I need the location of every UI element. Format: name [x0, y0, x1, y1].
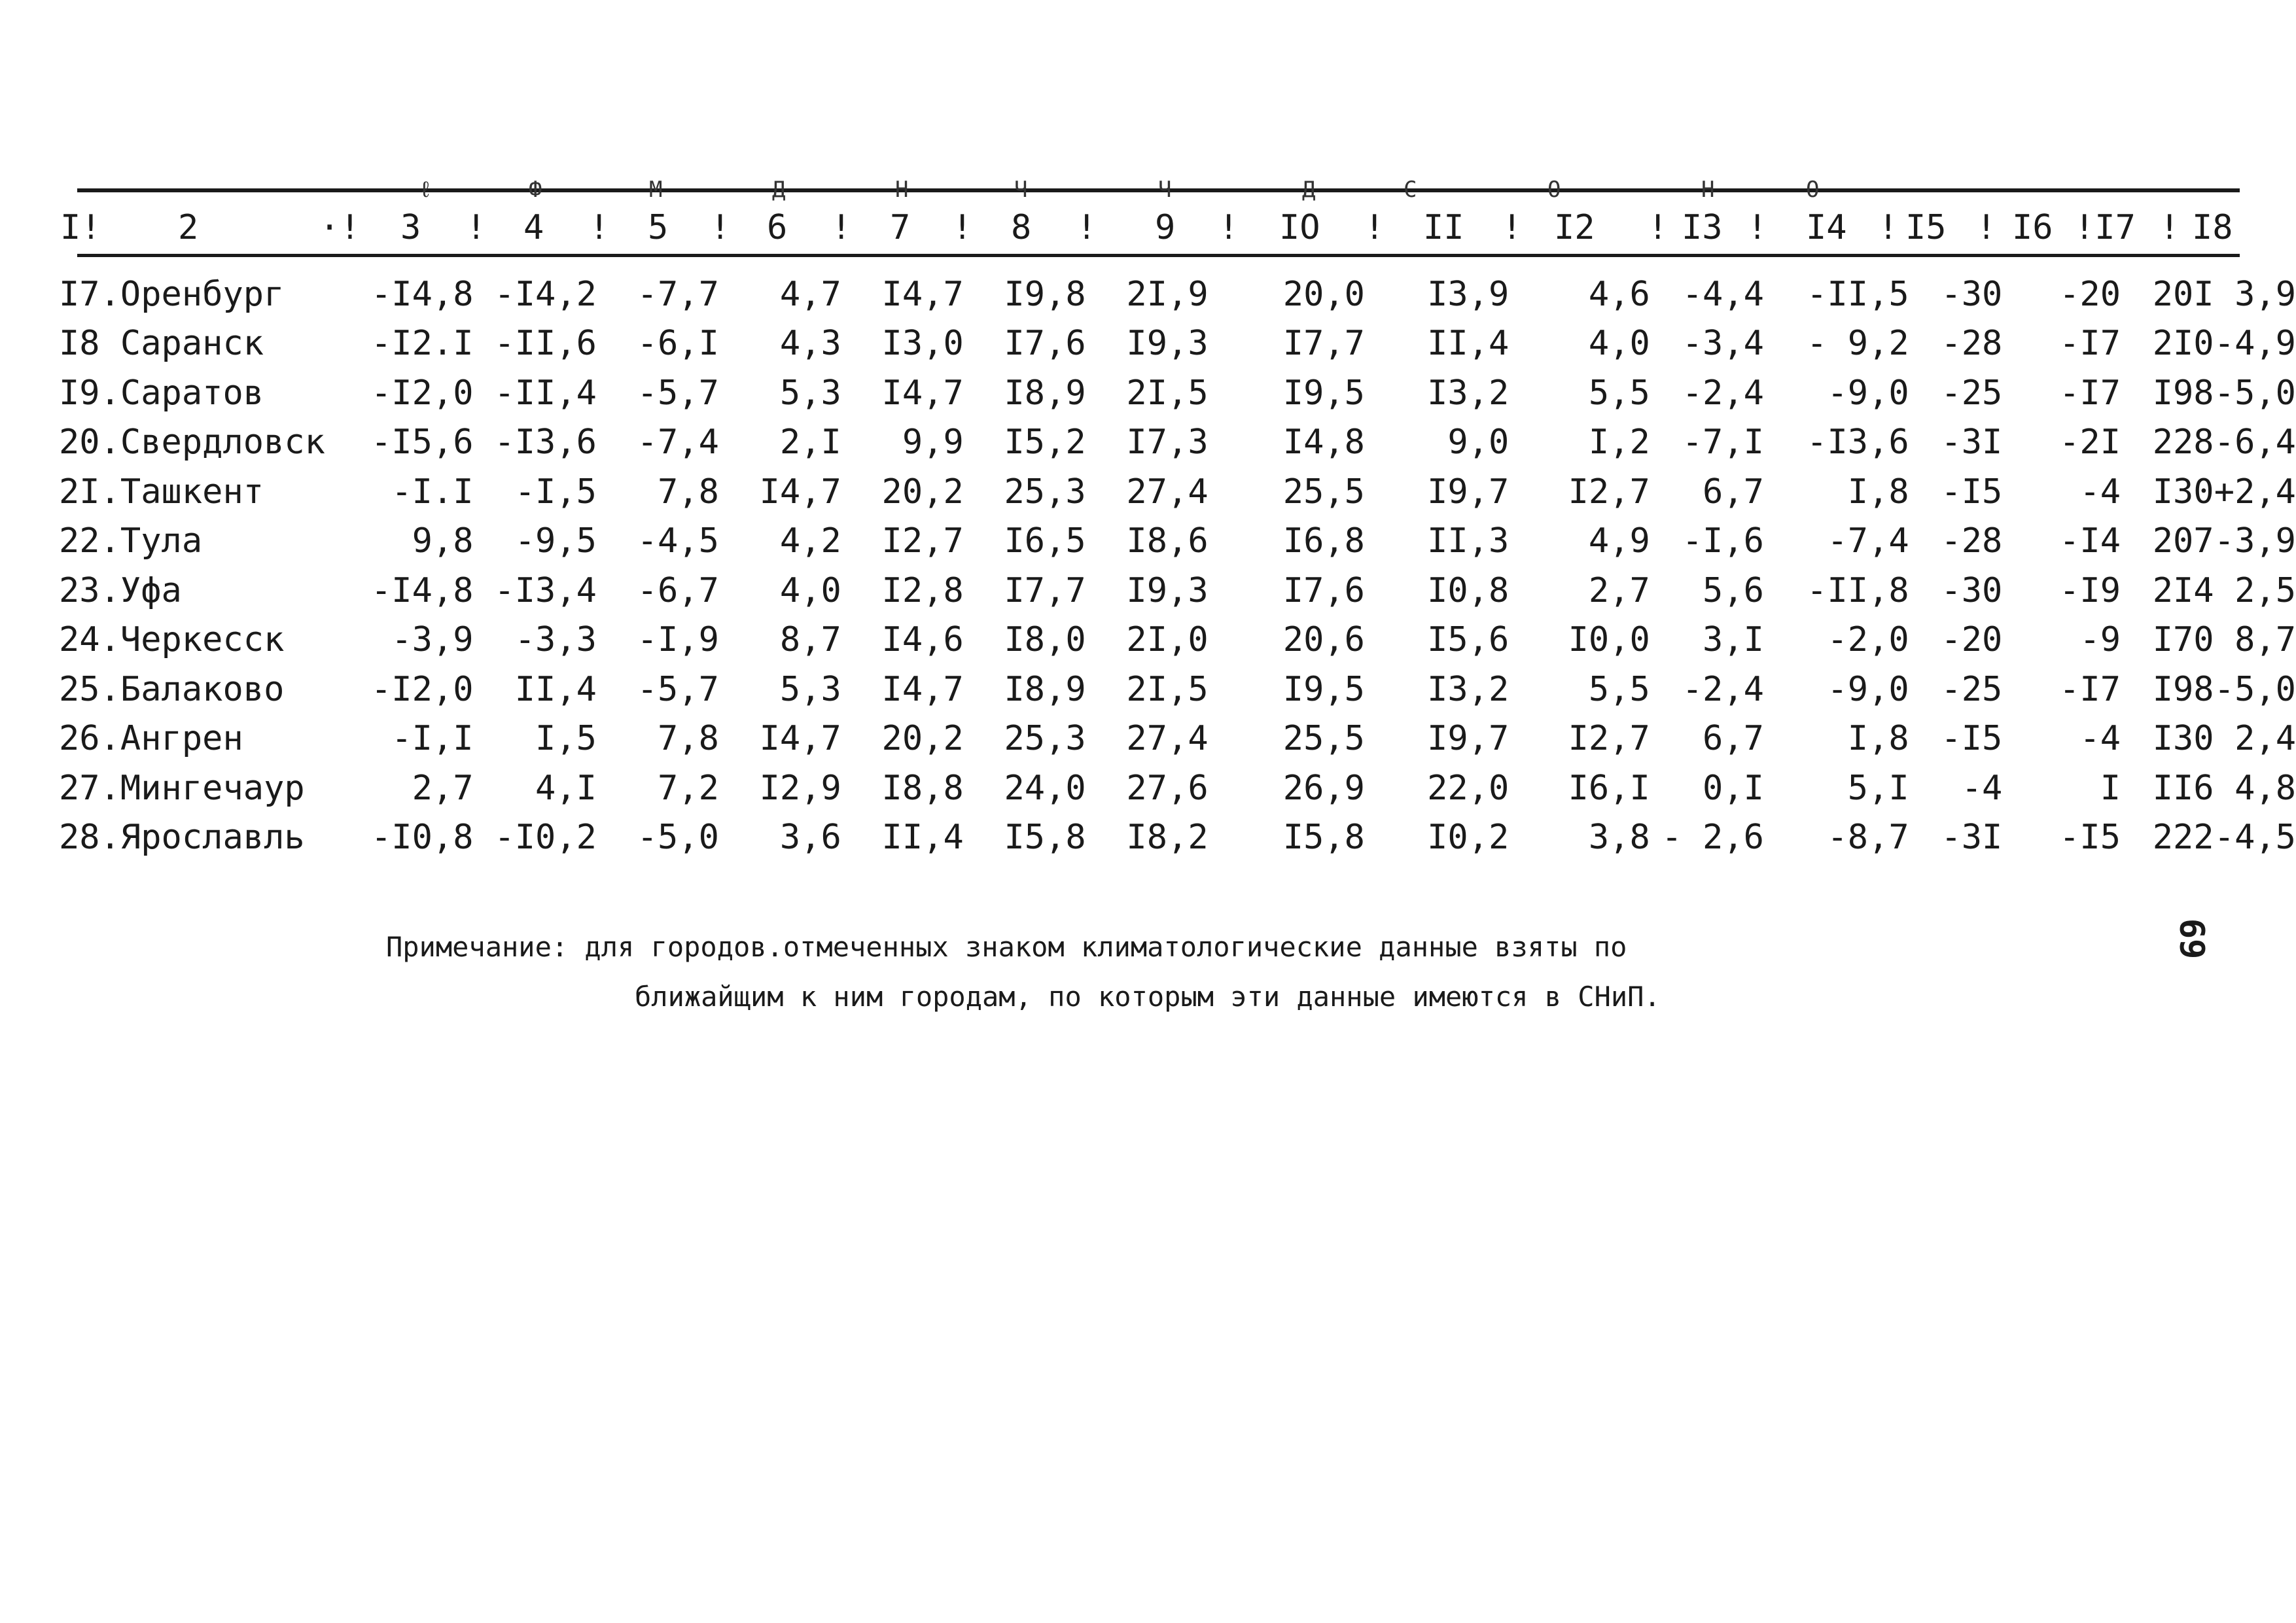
table-cell: -4,4 [1682, 274, 1764, 314]
table-cell: 3,9 [2234, 274, 2296, 314]
city-name-cell: I9.Саратов [59, 373, 264, 413]
table-cell: I4,7 [759, 719, 841, 759]
table-cell: -5,7 [637, 373, 719, 413]
table-cell: -3,9 [2214, 521, 2296, 561]
table-cell: I2,9 [759, 768, 841, 808]
city-name-cell: 2I.Ташкент [59, 472, 264, 512]
table-cell: I5,8 [1282, 818, 1365, 858]
table-row [59, 368, 2296, 418]
header-cell: ·! [319, 208, 361, 247]
table-cell: 2,7 [412, 768, 474, 808]
table-cell: -5,0 [637, 818, 719, 858]
table-cell: 20,2 [881, 472, 964, 512]
table-cell: I8,0 [1004, 620, 1086, 660]
table-cell: 222 [2152, 818, 2214, 858]
table-cell: -I4,8 [370, 274, 474, 314]
table-cell: 7,8 [657, 719, 719, 759]
table-cell: 0,I [1703, 768, 1764, 808]
table-cell: 207 [2152, 521, 2214, 561]
column-letter: ℓ [419, 177, 433, 203]
table-cell: 27,4 [1126, 472, 1209, 512]
table-cell: -9,0 [1827, 373, 1909, 413]
table-cell: I2,8 [881, 570, 964, 610]
table-cell: 2I,5 [1126, 373, 1209, 413]
table-cell: -5,0 [2214, 373, 2296, 413]
table-cell: 2,4 [2234, 719, 2296, 759]
table-cell: 4,0 [779, 570, 841, 610]
table-cell: I [2100, 768, 2121, 808]
table-cell: 4,9 [1588, 521, 1650, 561]
column-letter: Ч [1158, 177, 1172, 203]
table-cell: I70 [2152, 620, 2214, 660]
table-cell: 9,8 [412, 521, 474, 561]
table-cell: 4,8 [2234, 768, 2296, 808]
table-cell: -I7 [2059, 324, 2121, 364]
table-cell: -I7 [2059, 669, 2121, 709]
table-cell: I9,5 [1282, 669, 1365, 709]
header-cell: 8 [1011, 208, 1032, 247]
table-cell: -2I [2059, 423, 2121, 462]
table-cell: -4,5 [637, 521, 719, 561]
table-cell: -3,4 [1682, 324, 1764, 364]
footnote-line-2: ближайщим к ним городам, по которым эти данные имеются в СНиП. [635, 981, 1661, 1013]
table-cell: -I,5 [514, 472, 597, 512]
table-cell: -II,8 [1807, 570, 1909, 610]
column-letter: Д [1302, 177, 1316, 203]
table-cell: I2,7 [1568, 719, 1650, 759]
table-cell: 5,3 [779, 373, 841, 413]
table-cell: II,4 [514, 669, 597, 709]
city-name-cell: 23.Уфа [59, 570, 182, 610]
table-cell: 25,5 [1282, 472, 1365, 512]
header-cell: I8 [2192, 208, 2233, 247]
table-cell: I8,8 [881, 768, 964, 808]
table-cell: 2,5 [2234, 570, 2296, 610]
table-cell: -I3,6 [1807, 423, 1909, 462]
table-cell: 4,2 [779, 521, 841, 561]
table-cell: 27,6 [1126, 768, 1209, 808]
header-cell: ! [1218, 208, 1239, 247]
table-cell: -7,4 [1827, 521, 1909, 561]
table-cell: I98 [2152, 669, 2214, 709]
table-cell: 5,3 [779, 669, 841, 709]
table-row [59, 665, 2296, 714]
table-cell: I4,8 [1282, 423, 1365, 462]
table-cell: -I2,0 [370, 669, 474, 709]
header-cell: ! [466, 208, 487, 247]
table-row [59, 763, 2296, 813]
table-cell: I4,7 [881, 669, 964, 709]
table-cell: 7,2 [657, 768, 719, 808]
city-name-cell: 22.Тула [59, 521, 203, 561]
table-cell: II,4 [1427, 324, 1510, 364]
header-cell: ! [2159, 208, 2180, 247]
table-cell: 7,8 [657, 472, 719, 512]
table-cell: -6,4 [2214, 423, 2296, 462]
table-cell: -I.I [391, 472, 474, 512]
table-cell: 2I0 [2152, 324, 2214, 364]
header-cell: ! [831, 208, 852, 247]
column-letter: М [649, 177, 663, 203]
table-cell: -6,I [637, 324, 719, 364]
table-cell: -I,9 [637, 620, 719, 660]
table-cell: I6,I [1568, 768, 1650, 808]
table-row [59, 517, 2296, 567]
table-cell: 8,7 [779, 620, 841, 660]
table-cell: -I,I [391, 719, 474, 759]
table-cell: -I3,4 [494, 570, 597, 610]
table-cell: -9,5 [514, 521, 597, 561]
table-cell: 22,0 [1427, 768, 1510, 808]
table-cell: -4 [2079, 472, 2121, 512]
table-cell: -I9 [2059, 570, 2121, 610]
table-row [59, 616, 2296, 665]
table-cell: -20 [1941, 620, 2003, 660]
table-cell: I,5 [535, 719, 597, 759]
table-cell: -3I [1941, 423, 2003, 462]
table-cell: I6,5 [1004, 521, 1086, 561]
table-row [59, 319, 2296, 369]
table-cell: 4,I [535, 768, 597, 808]
table-cell: I3,2 [1427, 373, 1510, 413]
table-cell: -5,0 [2214, 669, 2296, 709]
header-cell: !I7 [2074, 208, 2136, 247]
table-cell: I9,3 [1126, 324, 1209, 364]
table-cell: I30 [2152, 472, 2214, 512]
table-cell: -I5,6 [370, 423, 474, 462]
table-cell: -I4,2 [494, 274, 597, 314]
table-cell: -II,4 [494, 373, 597, 413]
table-cell: I5,2 [1004, 423, 1086, 462]
header-cell: ! [1747, 208, 1768, 247]
table-cell: 6,7 [1703, 472, 1764, 512]
column-letter: О [1547, 177, 1561, 203]
column-letter: Ф [529, 177, 542, 203]
table-cell: I8,2 [1126, 818, 1209, 858]
table-cell: I2,7 [881, 521, 964, 561]
table-cell: 20,6 [1282, 620, 1365, 660]
header-cell: II [1423, 208, 1464, 247]
table-cell: I,2 [1588, 423, 1650, 462]
table-cell: I7,7 [1282, 324, 1365, 364]
table-cell: -30 [1941, 274, 2003, 314]
table-cell: -I7 [2059, 373, 2121, 413]
climate-data-table [59, 270, 2296, 862]
table-cell: I4,7 [759, 472, 841, 512]
table-cell: -I3,6 [494, 423, 597, 462]
city-name-cell: 27.Мингечаур [59, 768, 305, 808]
table-cell: -4,5 [2214, 818, 2296, 858]
table-cell: 9,0 [1447, 423, 1510, 462]
header-cell: ! [952, 208, 973, 247]
table-cell: I9,8 [1004, 274, 1086, 314]
table-cell: - 2,6 [1661, 818, 1764, 858]
table-cell: 26,9 [1282, 768, 1365, 808]
table-cell: II,4 [881, 818, 964, 858]
table-cell: II6 [2152, 768, 2214, 808]
table-cell: I0,0 [1568, 620, 1650, 660]
table-cell: I,8 [1847, 719, 1909, 759]
header-cell: 4 [523, 208, 544, 247]
header-cell: I2 [1554, 208, 1595, 247]
header-cell: ! [1976, 208, 1997, 247]
table-cell: 4,0 [1588, 324, 1650, 364]
table-cell: I9,7 [1427, 719, 1510, 759]
table-cell: -2,0 [1827, 620, 1909, 660]
table-cell: 3,8 [1588, 818, 1650, 858]
header-cell: I5 [1905, 208, 1947, 247]
table-cell: -30 [1941, 570, 2003, 610]
table-row [59, 813, 2296, 863]
table-row [59, 270, 2296, 319]
table-cell: 5,6 [1703, 570, 1764, 610]
table-cell: -28 [1941, 324, 2003, 364]
table-cell: -9 [2079, 620, 2121, 660]
table-cell: 25,3 [1004, 472, 1086, 512]
table-cell: 4,3 [779, 324, 841, 364]
table-cell: -7,4 [637, 423, 719, 462]
table-cell: I3,9 [1427, 274, 1510, 314]
table-cell: I7,3 [1126, 423, 1209, 462]
table-cell: 5,5 [1588, 373, 1650, 413]
table-cell: -3,9 [391, 620, 474, 660]
table-cell: 3,6 [779, 818, 841, 858]
city-name-cell: 26.Ангрен [59, 719, 243, 759]
table-cell: I8,9 [1004, 373, 1086, 413]
table-cell: 2,I [779, 423, 841, 462]
table-cell: 20,0 [1282, 274, 1365, 314]
table-cell: -I,6 [1682, 521, 1764, 561]
table-cell: -I4 [2059, 521, 2121, 561]
table-cell: I7,6 [1282, 570, 1365, 610]
table-cell: -20 [2059, 274, 2121, 314]
header-cell: 9 [1155, 208, 1176, 247]
column-letter: Н [895, 177, 909, 203]
table-cell: I30 [2152, 719, 2214, 759]
table-cell: -8,7 [1827, 818, 1909, 858]
table-cell: I9,3 [1126, 570, 1209, 610]
table-cell: I4,6 [881, 620, 964, 660]
header-cell: ! [589, 208, 610, 247]
page-number: 69 [2172, 918, 2212, 960]
table-cell: 5,I [1847, 768, 1909, 808]
table-cell: 228 [2152, 423, 2214, 462]
table-cell: I7,6 [1004, 324, 1086, 364]
header-cell: 6 [767, 208, 788, 247]
table-header-rule [77, 254, 2240, 257]
column-annotation-letters [0, 177, 2296, 209]
header-cell: ! [1076, 208, 1097, 247]
table-cell: -3,3 [514, 620, 597, 660]
header-cell: ! [710, 208, 731, 247]
table-cell: 25,5 [1282, 719, 1365, 759]
table-cell: 20I [2152, 274, 2214, 314]
table-cell: 8,7 [2234, 620, 2296, 660]
table-cell: I8,6 [1126, 521, 1209, 561]
column-letter: Н [1701, 177, 1715, 203]
header-cell: I! [60, 208, 101, 247]
table-cell: 5,5 [1588, 669, 1650, 709]
table-cell: 27,4 [1126, 719, 1209, 759]
table-cell: I0,2 [1427, 818, 1510, 858]
city-name-cell: I8 Саранск [59, 324, 264, 364]
table-cell: I4,7 [881, 274, 964, 314]
table-cell: 20,2 [881, 719, 964, 759]
header-cell: I4 [1806, 208, 1847, 247]
table-cell: -II,6 [494, 324, 597, 364]
footnote [386, 922, 1661, 1022]
table-cell: -28 [1941, 521, 2003, 561]
table-cell: I9,5 [1282, 373, 1365, 413]
table-cell: I8,9 [1004, 669, 1086, 709]
table-cell: I98 [2152, 373, 2214, 413]
table-cell: +2,4 [2214, 472, 2296, 512]
table-cell: -7,I [1682, 423, 1764, 462]
header-cell: ! [1502, 208, 1523, 247]
table-row [59, 566, 2296, 616]
table-cell: I3,0 [881, 324, 964, 364]
table-row [59, 418, 2296, 468]
table-cell: - 9,2 [1807, 324, 1909, 364]
table-cell: 25,3 [1004, 719, 1086, 759]
table-cell: 3,I [1703, 620, 1764, 660]
table-cell: -I5 [1941, 719, 2003, 759]
table-cell: 2I,0 [1126, 620, 1209, 660]
header-cell: I6 [2012, 208, 2053, 247]
table-cell: -4,9 [2214, 324, 2296, 364]
header-cell: I3 [1682, 208, 1723, 247]
table-header-row [0, 208, 2296, 247]
table-cell: -5,7 [637, 669, 719, 709]
table-cell: 6,7 [1703, 719, 1764, 759]
table-cell: -I4,8 [370, 570, 474, 610]
table-cell: -4 [2079, 719, 2121, 759]
column-letter: О [1806, 177, 1820, 203]
header-cell: 2 [178, 208, 199, 247]
table-cell: I,8 [1847, 472, 1909, 512]
table-cell: -II,5 [1807, 274, 1909, 314]
city-name-cell: 28.Ярославль [59, 818, 305, 858]
table-cell: -7,7 [637, 274, 719, 314]
table-cell: -I0,8 [370, 818, 474, 858]
footnote-line-1: Примечание: для городов.отмеченных знаком климатологические данные взяты по [386, 931, 1627, 963]
table-cell: I0,8 [1427, 570, 1510, 610]
city-name-cell: 20.Свердловск [59, 423, 325, 462]
table-cell: I3,2 [1427, 669, 1510, 709]
table-cell: I9,7 [1427, 472, 1510, 512]
table-cell: -2,4 [1682, 373, 1764, 413]
header-cell: ! [1364, 208, 1385, 247]
table-cell: -I0,2 [494, 818, 597, 858]
table-cell: I4,7 [881, 373, 964, 413]
table-cell: I2,7 [1568, 472, 1650, 512]
table-cell: 24,0 [1004, 768, 1086, 808]
table-cell: -3I [1941, 818, 2003, 858]
city-name-cell: 24.Черкесск [59, 620, 285, 660]
table-cell: -I2,0 [370, 373, 474, 413]
table-cell: 2I4 [2152, 570, 2214, 610]
table-row [59, 467, 2296, 517]
table-cell: -2,4 [1682, 669, 1764, 709]
table-cell: -I2.I [370, 324, 474, 364]
table-cell: I5,6 [1427, 620, 1510, 660]
table-cell: 4,7 [779, 274, 841, 314]
table-cell: 2I,5 [1126, 669, 1209, 709]
header-cell: 5 [648, 208, 669, 247]
table-cell: -9,0 [1827, 669, 1909, 709]
table-row [59, 714, 2296, 764]
table-cell: -4 [1961, 768, 2003, 808]
table-cell: -6,7 [637, 570, 719, 610]
city-name-cell: 25.Балаково [59, 669, 285, 709]
header-cell: ! [1878, 208, 1899, 247]
table-cell: 2I,9 [1126, 274, 1209, 314]
table-cell: -25 [1941, 669, 2003, 709]
column-letter: Ч [1014, 177, 1028, 203]
header-cell: 7 [890, 208, 911, 247]
table-cell: II,3 [1427, 521, 1510, 561]
header-cell: ! [1648, 208, 1669, 247]
header-cell: 3 [400, 208, 421, 247]
table-cell: 4,6 [1588, 274, 1650, 314]
table-cell: 9,9 [902, 423, 964, 462]
table-cell: -I5 [2059, 818, 2121, 858]
table-cell: I5,8 [1004, 818, 1086, 858]
table-cell: -I5 [1941, 472, 2003, 512]
header-cell: IO [1279, 208, 1320, 247]
table-cell: -25 [1941, 373, 2003, 413]
table-cell: I7,7 [1004, 570, 1086, 610]
table-cell: I6,8 [1282, 521, 1365, 561]
table-cell: 2,7 [1588, 570, 1650, 610]
column-letter: Д [772, 177, 786, 203]
column-letter: С [1404, 177, 1417, 203]
city-name-cell: I7.Оренбург [59, 274, 285, 314]
